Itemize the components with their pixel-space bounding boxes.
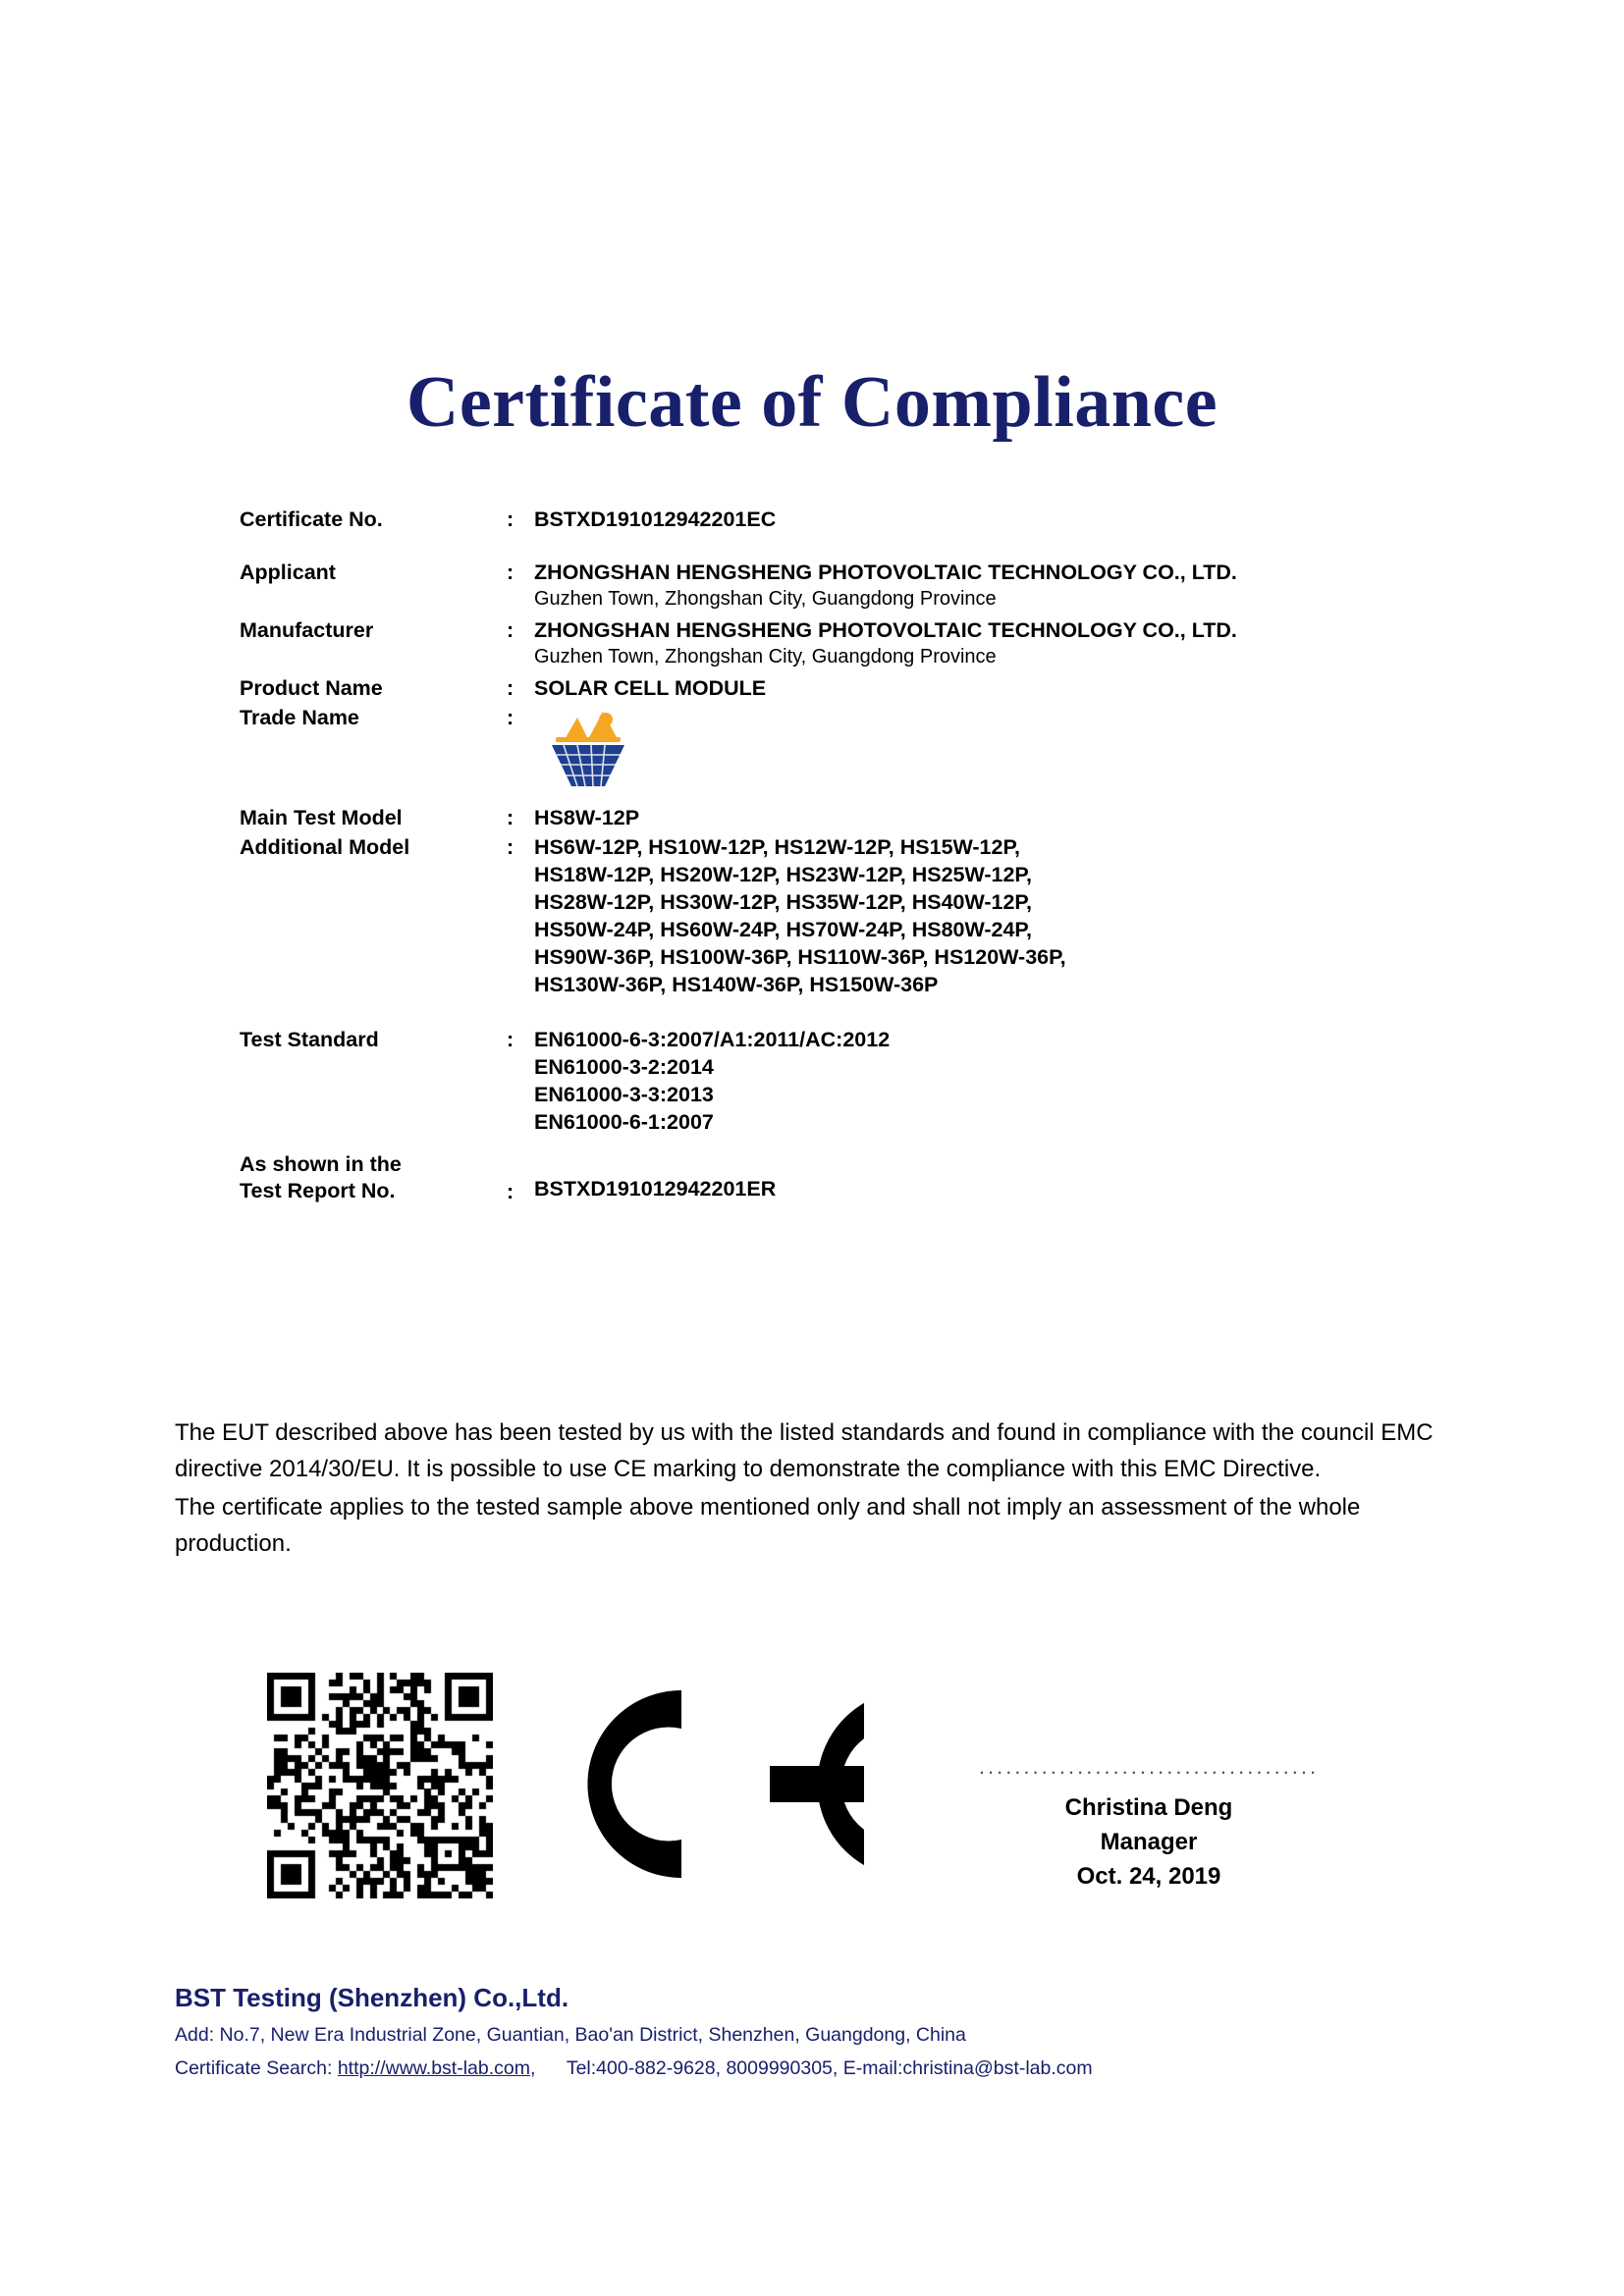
field-label: Applicant xyxy=(240,561,336,584)
footer-search-url-link[interactable]: http://www.bst-lab.com xyxy=(337,2057,530,2079)
applicant-address: Guzhen Town, Zhongshan City, Guangdong Province xyxy=(534,588,997,610)
signature-block xyxy=(967,1754,1330,1894)
field-label: Trade Name xyxy=(240,706,359,729)
additional-model-line: HS90W-36P, HS100W-36P, HS110W-36P, HS120W-36P, xyxy=(534,945,1066,969)
field-test-report-no xyxy=(240,1151,1418,1205)
field-value xyxy=(534,1151,1418,1202)
field-label: Manufacturer xyxy=(240,618,374,642)
field-colon: : xyxy=(507,676,514,700)
statement-paragraph-1: The EUT described above has been tested by us with the listed standards and found in compliance with the council EMC directive 2014/30/EU. It is possible to use CE marking to demonstrate the compliance with this EMC Directive. xyxy=(175,1419,1434,1482)
footer-address: Add: No.7, New Era Industrial Zone, Guantian, Bao'an District, Shenzhen, Guangdong, China xyxy=(175,2024,966,2046)
field-colon: : xyxy=(507,1180,514,1203)
field-product-name xyxy=(240,674,1418,702)
footer-company-name: BST Testing (Shenzhen) Co.,Ltd. xyxy=(175,1983,569,2012)
field-value xyxy=(534,1026,1418,1136)
signature-date: Oct. 24, 2019 xyxy=(1076,1863,1221,1890)
field-label: Test Standard xyxy=(240,1028,379,1051)
signatory-name: Christina Deng xyxy=(1064,1794,1233,1821)
field-test-standard xyxy=(240,1026,1418,1136)
field-colon: : xyxy=(507,835,514,859)
field-label: Product Name xyxy=(240,676,383,700)
field-certificate-no xyxy=(240,506,1418,533)
manufacturer-address: Guzhen Town, Zhongshan City, Guangdong Province xyxy=(534,646,997,667)
signature-line: ...................................... xyxy=(978,1754,1320,1779)
field-label-line2: Test Report No. xyxy=(240,1179,396,1202)
field-additional-model xyxy=(240,833,1418,998)
page-title: Certificate of Compliance xyxy=(406,362,1218,443)
test-standard-line: EN61000-3-2:2014 xyxy=(534,1055,714,1079)
compliance-statement xyxy=(175,1415,1461,1562)
field-label: Main Test Model xyxy=(240,806,403,829)
ce-mark-icon xyxy=(560,1679,864,1890)
test-report-no-value: BSTXD191012942201ER xyxy=(534,1177,777,1201)
footer-search-label: Certificate Search: xyxy=(175,2057,333,2079)
footer xyxy=(175,1983,1481,2080)
field-label: Certificate No. xyxy=(240,507,383,531)
qr-code xyxy=(267,1673,493,1898)
footer-certificate-search xyxy=(175,2057,1481,2080)
field-colon: : xyxy=(507,1028,514,1051)
certificate-no-value: BSTXD191012942201EC xyxy=(534,507,777,531)
field-colon: : xyxy=(507,507,514,531)
field-trade-name xyxy=(240,704,1418,790)
solar-panel-logo-icon xyxy=(534,706,640,790)
footer-search-comma: , xyxy=(529,2057,536,2079)
test-standard-line: EN61000-3-3:2013 xyxy=(534,1083,714,1106)
footer-contact: Tel:400-882-9628, 8009990305, E-mail:christina@bst-lab.com xyxy=(566,2057,1093,2079)
certificate-fields xyxy=(240,506,1418,1207)
qr-code-canvas xyxy=(267,1673,493,1898)
field-main-test-model xyxy=(240,804,1418,831)
field-colon: : xyxy=(507,561,514,584)
test-standard-line: EN61000-6-1:2007 xyxy=(534,1110,714,1134)
field-value xyxy=(534,616,1418,670)
test-standard-line: EN61000-6-3:2007/A1:2011/AC:2012 xyxy=(534,1028,891,1051)
additional-model-line: HS50W-24P, HS60W-24P, HS70W-24P, HS80W-24P, xyxy=(534,918,1032,941)
field-label-line1: As shown in the xyxy=(240,1152,402,1176)
applicant-name: ZHONGSHAN HENGSHENG PHOTOVOLTAIC TECHNOLOGY CO., LTD. xyxy=(534,561,1237,584)
field-label xyxy=(240,1151,507,1204)
field-value xyxy=(534,804,1418,831)
field-value xyxy=(534,559,1418,613)
field-value xyxy=(534,506,1418,533)
field-manufacturer xyxy=(240,616,1418,670)
manufacturer-name: ZHONGSHAN HENGSHENG PHOTOVOLTAIC TECHNOLOGY CO., LTD. xyxy=(534,618,1237,642)
additional-model-line: HS28W-12P, HS30W-12P, HS35W-12P, HS40W-12P, xyxy=(534,890,1032,914)
field-value xyxy=(534,674,1418,702)
main-test-model-value: HS8W-12P xyxy=(534,806,640,829)
field-label: Additional Model xyxy=(240,835,410,859)
statement-paragraph-2: The certificate applies to the tested sample above mentioned only and shall not imply an assessment of the whole production. xyxy=(175,1494,1361,1557)
field-value xyxy=(534,704,1418,790)
product-name-value: SOLAR CELL MODULE xyxy=(534,676,767,700)
additional-model-line: HS130W-36P, HS140W-36P, HS150W-36P xyxy=(534,973,939,996)
field-colon: : xyxy=(507,618,514,642)
additional-model-line: HS6W-12P, HS10W-12P, HS12W-12P, HS15W-12P, xyxy=(534,835,1021,859)
field-colon: : xyxy=(507,706,514,729)
field-applicant xyxy=(240,559,1418,613)
field-colon: : xyxy=(507,806,514,829)
field-value xyxy=(534,833,1418,998)
signatory-role: Manager xyxy=(1100,1829,1198,1855)
additional-model-line: HS18W-12P, HS20W-12P, HS23W-12P, HS25W-12P, xyxy=(534,863,1032,886)
